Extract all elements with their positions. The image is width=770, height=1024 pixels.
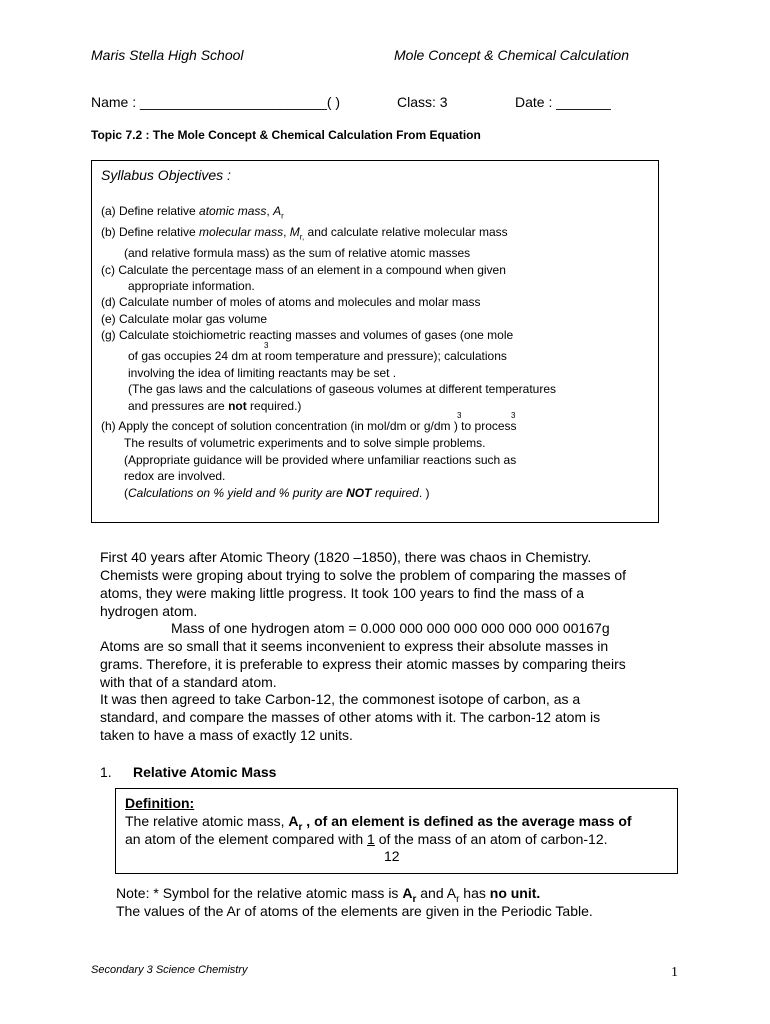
topic-heading: Topic 7.2 : The Mole Concept & Chemical Calculation From Equation	[91, 128, 481, 142]
objective-h-cont-1: The results of volumetric experiments and to solve simple problems.	[124, 436, 486, 450]
objective-d: (d) Calculate number of moles of atoms and molecules and molar mass	[101, 295, 481, 309]
objective-g-cont-2: involving the idea of limiting reactants may be set .	[128, 366, 397, 380]
superscript-3: 3	[457, 411, 462, 420]
name-field: Name : ________________________( )	[91, 94, 341, 110]
objective-g-cont-1: of gas occupies 24 dm at room temperature and pressure); calculations	[128, 349, 507, 363]
intro-line: atoms, they were making little progress. It took 100 years to find the mass of a	[100, 585, 585, 601]
objective-a: (a) Define relative atomic mass, $A_r$	[101, 204, 284, 221]
document-title: Mole Concept & Chemical Calculation	[394, 47, 629, 63]
objective-c-cont: appropriate information.	[128, 279, 255, 293]
intro-line: First 40 years after Atomic Theory (1820 –1850), there was chaos in Chemistry.	[100, 549, 592, 565]
superscript-3: 3	[264, 341, 269, 350]
intro-line: hydrogen atom.	[100, 603, 198, 619]
intro-line: with that of a standard atom.	[100, 674, 277, 690]
note-line-2: The values of the Ar of atoms of the elements are given in the Periodic Table.	[116, 903, 593, 919]
definition-heading: Definition:	[125, 795, 195, 811]
footer-course: Secondary 3 Science Chemistry	[91, 964, 248, 976]
objective-h-cont-3: redox are involved.	[124, 469, 226, 483]
objective-b-cont: (and relative formula mass) as the sum of relative atomic masses	[124, 246, 471, 260]
intro-line: standard, and compare the masses of other atoms with it. The carbon-12 atom is	[100, 709, 601, 725]
section-number: 1.	[100, 764, 112, 780]
objective-h-cont-4: (Calculations on % yield and % purity are NOT required. )	[124, 486, 430, 500]
objective-e: (e) Calculate molar gas volume	[101, 312, 268, 326]
intro-line: It was then agreed to take Carbon-12, the commonest isotope of carbon, as a	[100, 691, 581, 707]
class-field: Class: 3	[397, 94, 448, 110]
definition-line-2: an atom of the element compared with 1 of the mass of an atom of carbon-12.	[125, 831, 608, 847]
date-field: Date : _______	[515, 94, 611, 110]
objective-g-cont-4: and pressures are not required.)	[128, 399, 302, 413]
intro-line: Atoms are so small that it seems inconvenient to express their absolute masses in	[100, 638, 609, 654]
definition-line-1: The relative atomic mass, $A_r$ , of an element is defined as the average mass of	[125, 813, 632, 833]
superscript-3: 3	[511, 411, 516, 420]
school-name: Maris Stella High School	[91, 47, 244, 63]
objective-g-cont-3: (The gas laws and the calculations of gaseous volumes at different temperatures	[128, 382, 557, 396]
page-number: 1	[671, 965, 678, 980]
section-title: Relative Atomic Mass	[133, 764, 277, 780]
objectives-title: Syllabus Objectives :	[101, 167, 231, 183]
fraction-denominator: 12	[384, 848, 400, 864]
objective-h-cont-2: (Appropriate guidance will be provided where unfamiliar reactions such as	[124, 453, 517, 467]
note-line-1: Note: * Symbol for the relative atomic mass is $A_r$ and $A_r$ has no unit.	[116, 885, 541, 905]
objective-g: (g) Calculate stoichiometric reacting masses and volumes of gases (one mole	[101, 328, 514, 342]
objective-c: (c) Calculate the percentage mass of an element in a compound when given	[101, 263, 506, 277]
objective-h: (h) Apply the concept of solution concentration (in mol/dm or g/dm ) to process	[101, 419, 517, 433]
hydrogen-mass-line: Mass of one hydrogen atom = 0.000 000 000 000 000 000 000 00167g	[171, 620, 610, 636]
intro-line: Chemists were groping about trying to solve the problem of comparing the masses of	[100, 567, 627, 583]
intro-line: grams. Therefore, it is preferable to express their atomic masses by comparing theirs	[100, 656, 626, 672]
intro-line: taken to have a mass of exactly 12 units.	[100, 727, 353, 743]
objective-b: (b) Define relative molecular mass, $M_{r,}$ and calculate relative molecular mass	[101, 225, 508, 242]
